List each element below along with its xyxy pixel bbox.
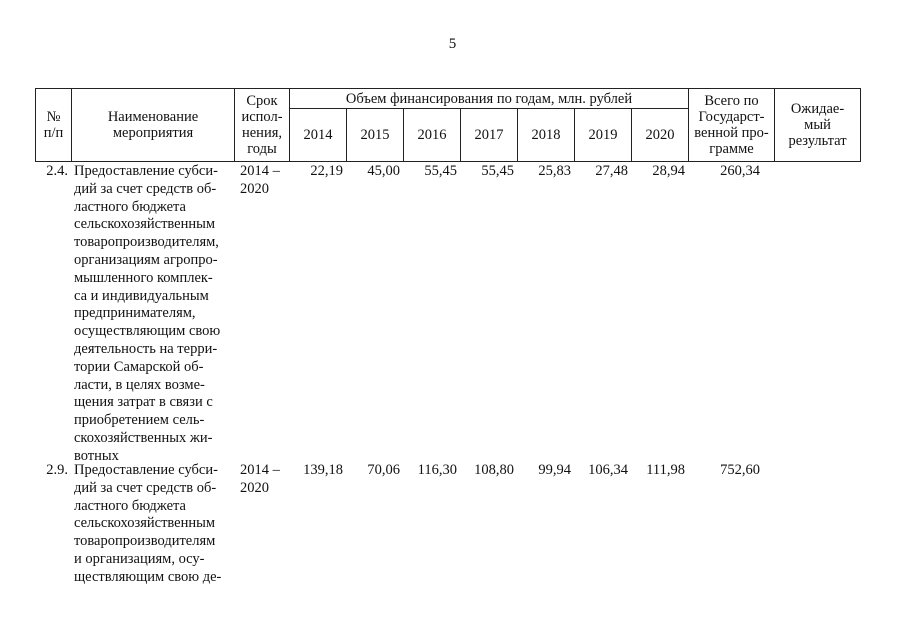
- row-value-2015: 45,00: [367, 163, 400, 179]
- row-number: 2.4.: [46, 163, 68, 179]
- header-year: 2016: [404, 109, 461, 162]
- row-term: 2014 – 2020: [240, 163, 280, 197]
- table-header: [35, 88, 861, 162]
- row-value-2019: 27,48: [595, 163, 628, 179]
- row-name: Предоставление субси- дий за счет средств об- ластного бюджета сельскохозяйственным товаропроизводителям и организациям, осу- ществляющим свою де-: [74, 462, 222, 585]
- header-year: 2019: [575, 109, 632, 162]
- row-value-2014: 139,18: [303, 462, 343, 478]
- header-year: 2017: [461, 109, 518, 162]
- header-total: Всего по Государст- венной про- грамме: [689, 89, 775, 162]
- row-value-2016: 116,30: [417, 462, 457, 478]
- row-value-2016: 55,45: [424, 163, 457, 179]
- header-term: Срок испол- нения, годы: [235, 89, 290, 162]
- row-value-2014: 22,19: [310, 163, 343, 179]
- row-value-2017: 108,80: [474, 462, 514, 478]
- row-total: 752,60: [720, 462, 760, 478]
- row-total: 260,34: [720, 163, 760, 179]
- header-year: 2018: [518, 109, 575, 162]
- header-no: № п/п: [36, 89, 72, 162]
- row-value-2015: 70,06: [367, 462, 400, 478]
- header-year: 2015: [347, 109, 404, 162]
- header-year: 2020: [632, 109, 689, 162]
- header-name: Наименование мероприятия: [72, 89, 235, 162]
- row-value-2017: 55,45: [481, 163, 514, 179]
- row-term: 2014 – 2020: [240, 462, 280, 496]
- row-number: 2.9.: [46, 462, 68, 478]
- row-value-2020: 111,98: [646, 462, 685, 478]
- row-value-2019: 106,34: [588, 462, 628, 478]
- row-value-2020: 28,94: [652, 163, 685, 179]
- row-value-2018: 99,94: [538, 462, 571, 478]
- header-result: Ожидае- мый результат: [775, 89, 861, 162]
- row-value-2018: 25,83: [538, 163, 571, 179]
- header-funding: Объем финансирования по годам, млн. рублей: [290, 89, 689, 109]
- row-name: Предоставление субси- дий за счет средств об- ластного бюджета сельскохозяйственным товаропроизводителям, организациям агропро- мышленного комплек- са и индивидуальным предпринимателям, осуществляющим свою деятельность на терри- тории Самарской об- ласти, в целях возме- щения затрат в связи с приобретением сель- скохозяйственных жи- вотных: [74, 163, 221, 464]
- page-number: 5: [448, 36, 457, 52]
- header-year: 2014: [290, 109, 347, 162]
